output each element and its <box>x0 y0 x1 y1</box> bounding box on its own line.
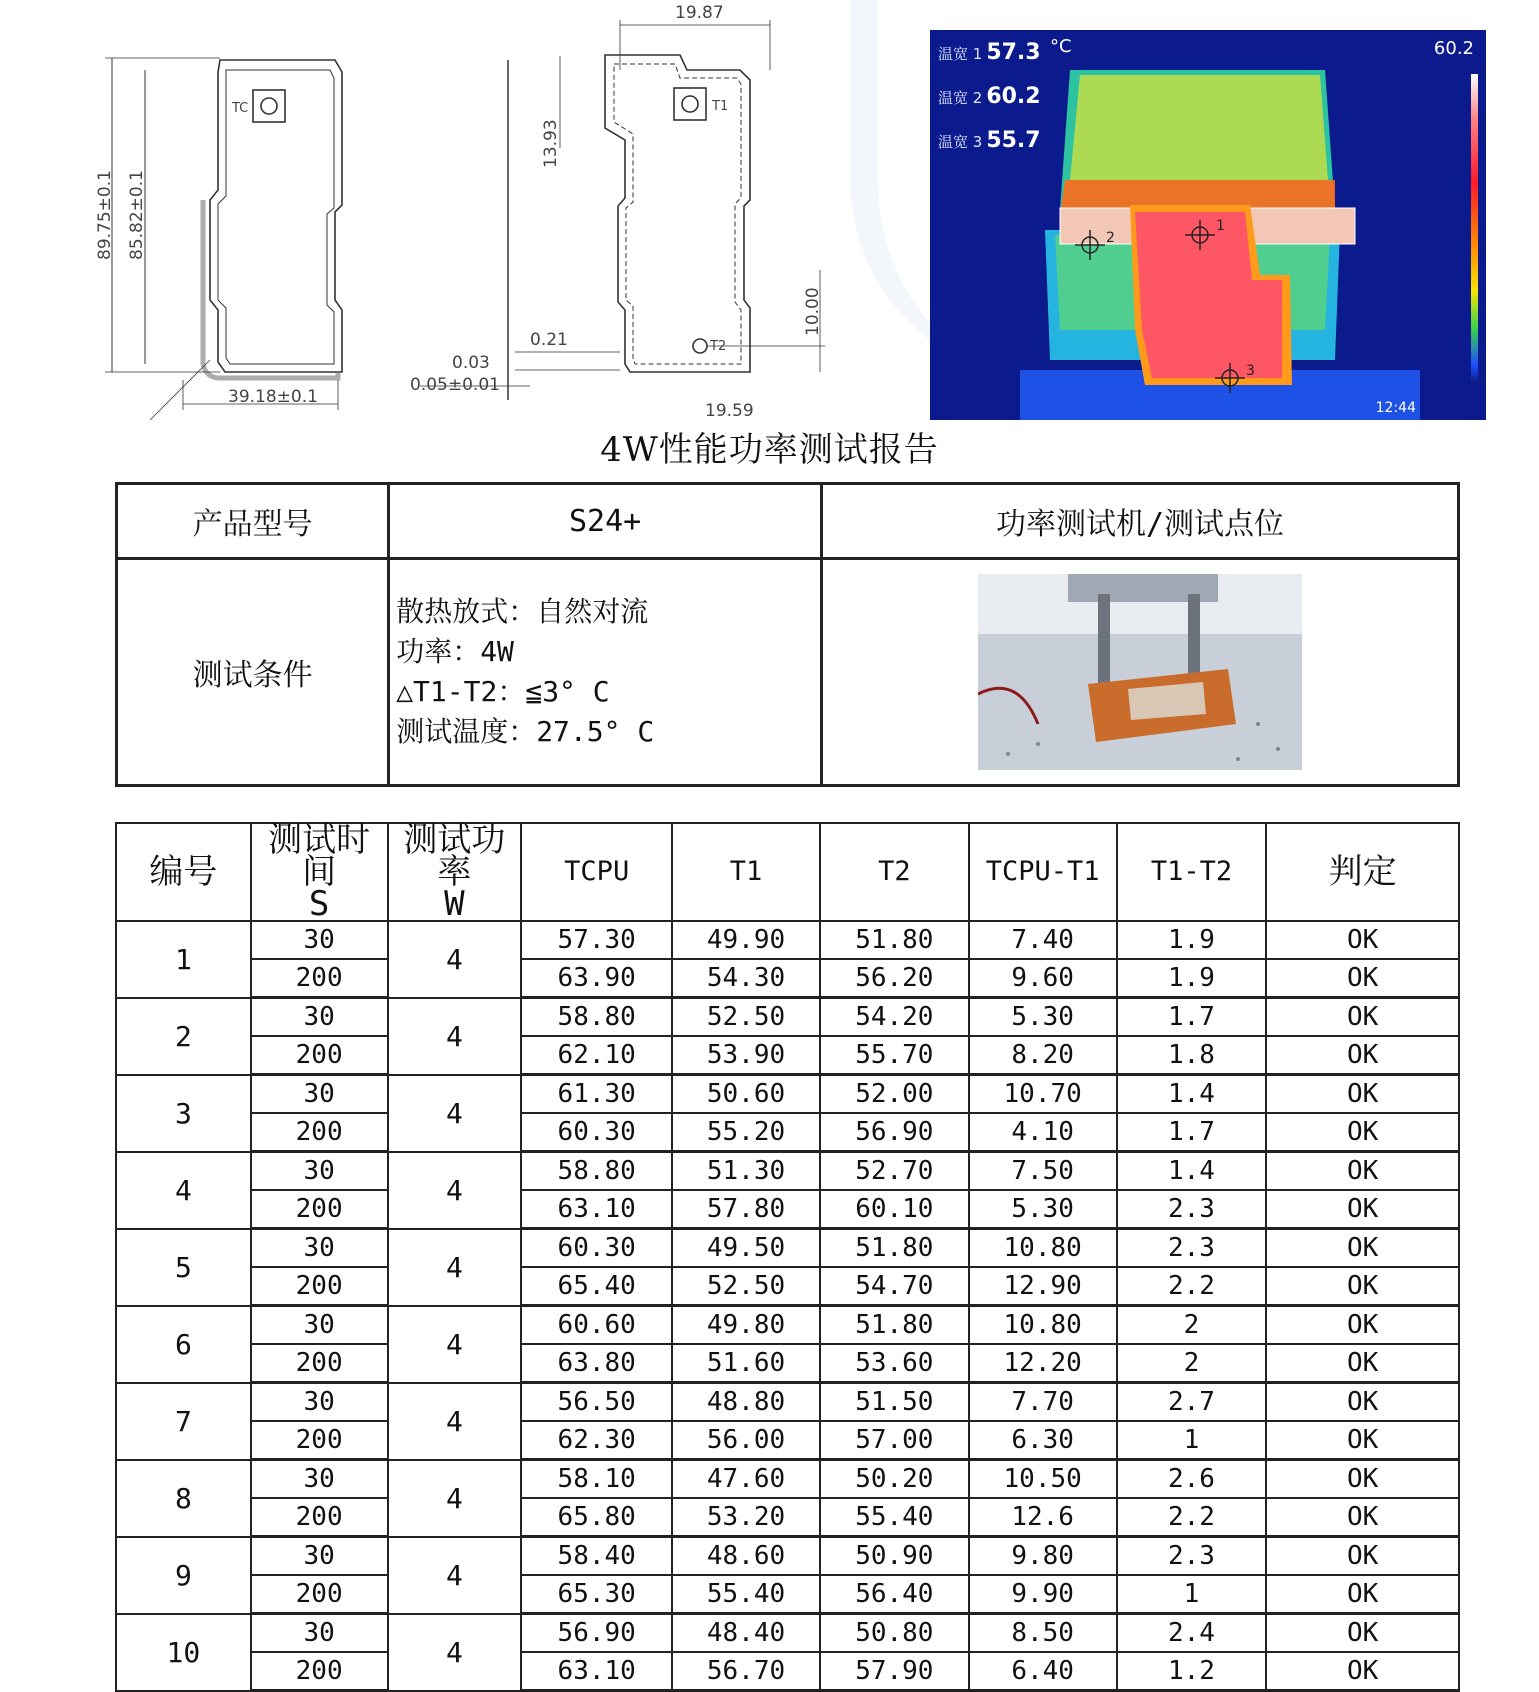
thermal-reading-value: 60.2 <box>986 84 1041 109</box>
cell-tcpu: 56.50 <box>521 1383 672 1422</box>
cell-t2: 52.70 <box>820 1152 969 1191</box>
cell-power: 4 <box>388 1306 522 1383</box>
cell-result: OK <box>1266 1229 1459 1268</box>
cell-t1-t2: 1.9 <box>1117 921 1267 959</box>
table-row <box>116 1537 1459 1576</box>
cell-tcpu-t1: 9.90 <box>969 1575 1117 1614</box>
table-row <box>116 1075 1459 1114</box>
cell-t2: 50.80 <box>820 1614 969 1653</box>
cell-t1: 50.60 <box>672 1075 820 1114</box>
cell-t1: 57.80 <box>672 1190 820 1229</box>
cell-time: 30 <box>251 921 388 959</box>
table-row <box>116 1113 1459 1152</box>
condition-temperature: 测试温度：27.5° C <box>396 715 655 748</box>
cell-result: OK <box>1266 1113 1459 1152</box>
cell-t2: 56.20 <box>820 959 969 998</box>
model-value: S24+ <box>389 484 822 559</box>
table-row <box>116 998 1459 1037</box>
col-power-label: 测试功率 <box>403 820 506 892</box>
cell-tcpu: 63.80 <box>521 1344 672 1383</box>
cell-tcpu: 56.90 <box>521 1614 672 1653</box>
cell-tcpu-t1: 8.50 <box>969 1614 1117 1653</box>
cell-tcpu-t1: 5.30 <box>969 998 1117 1037</box>
cell-result: OK <box>1266 921 1459 959</box>
cell-result: OK <box>1266 959 1459 998</box>
tester-photo <box>978 574 1302 770</box>
cell-time: 200 <box>251 959 388 998</box>
technical-drawing <box>90 0 920 420</box>
cell-tcpu: 58.80 <box>521 998 672 1037</box>
table-row <box>116 1152 1459 1191</box>
col-t1-t2: T1-T2 <box>1117 823 1267 921</box>
cell-t1: 56.00 <box>672 1421 820 1460</box>
cell-tcpu-t1: 5.30 <box>969 1190 1117 1229</box>
thermal-reading-label: 温宽 1 <box>938 45 983 63</box>
table-row <box>116 1190 1459 1229</box>
info-header-row <box>117 484 1459 559</box>
cell-t2: 51.80 <box>820 1229 969 1268</box>
table-row <box>116 1421 1459 1460</box>
table-row <box>116 921 1459 959</box>
cell-t1-t2: 2.3 <box>1117 1229 1267 1268</box>
drawing-middle-part <box>420 20 825 386</box>
col-time <box>251 820 388 924</box>
cell-t1-t2: 1.4 <box>1117 1152 1267 1191</box>
cell-tcpu-t1: 12.20 <box>969 1344 1117 1383</box>
cell-tcpu-t1: 10.50 <box>969 1460 1117 1499</box>
conditions-list <box>389 559 822 786</box>
cell-id: 9 <box>116 1537 251 1614</box>
results-body <box>116 921 1459 1691</box>
cell-t2: 53.60 <box>820 1344 969 1383</box>
cell-power: 4 <box>388 998 522 1075</box>
cell-t2: 50.90 <box>820 1537 969 1576</box>
cell-t1: 55.20 <box>672 1113 820 1152</box>
cell-result: OK <box>1266 1383 1459 1422</box>
cell-tcpu-t1: 12.6 <box>969 1498 1117 1537</box>
thermal-timestamp: 12:44 <box>1375 400 1416 416</box>
cell-id: 8 <box>116 1460 251 1537</box>
cell-tcpu-t1: 7.50 <box>969 1152 1117 1191</box>
cell-tcpu: 60.60 <box>521 1306 672 1345</box>
cell-t1-t2: 1.7 <box>1117 1113 1267 1152</box>
cell-time: 200 <box>251 1652 388 1691</box>
cell-tcpu: 65.40 <box>521 1267 672 1306</box>
dim-width-bottom: 19.59 <box>705 401 754 420</box>
cell-tcpu: 61.30 <box>521 1075 672 1114</box>
table-row <box>116 1306 1459 1345</box>
cell-id: 1 <box>116 921 251 998</box>
thermal-reading-2 <box>938 84 1041 109</box>
table-row <box>116 1036 1459 1075</box>
cell-t1: 53.90 <box>672 1036 820 1075</box>
cell-t2: 51.50 <box>820 1383 969 1422</box>
tester-photo-drawing <box>978 574 1302 770</box>
cell-t1-t2: 2.7 <box>1117 1383 1267 1422</box>
photo-wrapper <box>824 574 1456 770</box>
cell-t1-t2: 1.8 <box>1117 1036 1267 1075</box>
cell-result: OK <box>1266 1306 1459 1345</box>
cell-time: 200 <box>251 1190 388 1229</box>
cell-tcpu-t1: 9.80 <box>969 1537 1117 1576</box>
cell-time: 30 <box>251 1614 388 1653</box>
cell-t1-t2: 1 <box>1117 1421 1267 1460</box>
table-row <box>116 1460 1459 1499</box>
point-label-t1: T1 <box>712 99 729 114</box>
cell-tcpu: 62.30 <box>521 1421 672 1460</box>
report-title: 4W性能功率测试报告 <box>600 430 939 470</box>
cell-tcpu-t1: 6.40 <box>969 1652 1117 1691</box>
cell-time: 30 <box>251 1229 388 1268</box>
cell-tcpu: 60.30 <box>521 1113 672 1152</box>
cell-t1: 53.20 <box>672 1498 820 1537</box>
col-tcpu-t1: TCPU-T1 <box>969 823 1117 921</box>
cell-t1-t2: 1.4 <box>1117 1075 1267 1114</box>
thermal-reading-label: 温宽 3 <box>938 133 983 151</box>
table-row <box>116 1575 1459 1614</box>
cell-time: 30 <box>251 1152 388 1191</box>
cell-tcpu-t1: 10.80 <box>969 1306 1117 1345</box>
col-power-unit: W <box>444 884 465 924</box>
condition-delta: △T1-T2：≦3° C <box>396 675 610 708</box>
cell-id: 6 <box>116 1306 251 1383</box>
cell-t1: 51.30 <box>672 1152 820 1191</box>
cell-result: OK <box>1266 1614 1459 1653</box>
condition-cooling: 散热放式：自然对流 <box>396 595 649 628</box>
cell-result: OK <box>1266 1075 1459 1114</box>
table-row <box>116 1344 1459 1383</box>
cell-t1: 49.90 <box>672 921 820 959</box>
cell-tcpu-t1: 12.90 <box>969 1267 1117 1306</box>
table-row <box>116 1652 1459 1691</box>
cell-tcpu-t1: 7.40 <box>969 921 1117 959</box>
cell-time: 200 <box>251 1575 388 1614</box>
cell-t2: 60.10 <box>820 1190 969 1229</box>
col-power <box>388 820 522 924</box>
cell-t2: 54.70 <box>820 1267 969 1306</box>
cell-t1-t2: 1 <box>1117 1575 1267 1614</box>
cell-t1-t2: 1.9 <box>1117 959 1267 998</box>
col-t1: T1 <box>672 823 820 921</box>
table-row <box>116 1614 1459 1653</box>
thermal-max-value: 60.2 <box>1433 38 1474 59</box>
cell-t1-t2: 2.2 <box>1117 1498 1267 1537</box>
dim-thick-a: 0.21 <box>530 330 568 350</box>
cell-time: 200 <box>251 1113 388 1152</box>
cell-tcpu: 60.30 <box>521 1229 672 1268</box>
cell-time: 200 <box>251 1421 388 1460</box>
cell-t1-t2: 2.6 <box>1117 1460 1267 1499</box>
cell-t1-t2: 2.4 <box>1117 1614 1267 1653</box>
cell-id: 10 <box>116 1614 251 1691</box>
cell-id: 5 <box>116 1229 251 1306</box>
thermal-reading-1 <box>938 40 1041 65</box>
cell-t2: 51.80 <box>820 921 969 959</box>
dim-offset-top: 13.93 <box>541 119 561 168</box>
tester-photo-cell <box>822 559 1459 786</box>
cell-t2: 55.40 <box>820 1498 969 1537</box>
cell-result: OK <box>1266 1344 1459 1383</box>
cell-result: OK <box>1266 1421 1459 1460</box>
thermal-reading-label: 温宽 2 <box>938 89 983 107</box>
cell-t2: 55.70 <box>820 1036 969 1075</box>
thermal-unit: °C <box>1050 36 1072 57</box>
cell-power: 4 <box>388 1229 522 1306</box>
cell-time: 30 <box>251 1075 388 1114</box>
cell-id: 2 <box>116 998 251 1075</box>
col-t2: T2 <box>820 823 969 921</box>
cell-time: 30 <box>251 1460 388 1499</box>
thermal-image <box>930 30 1486 420</box>
cell-tcpu: 58.80 <box>521 1152 672 1191</box>
cell-t1: 48.80 <box>672 1383 820 1422</box>
dim-height-inner: 85.82±0.1 <box>127 170 147 260</box>
cell-tcpu: 63.90 <box>521 959 672 998</box>
cell-t2: 57.90 <box>820 1652 969 1691</box>
cell-tcpu-t1: 10.70 <box>969 1075 1117 1114</box>
cell-tcpu: 57.30 <box>521 921 672 959</box>
cell-id: 7 <box>116 1383 251 1460</box>
table-row <box>116 1383 1459 1422</box>
cell-tcpu: 65.80 <box>521 1498 672 1537</box>
results-header-row <box>116 823 1459 921</box>
cell-tcpu: 58.10 <box>521 1460 672 1499</box>
cell-t2: 56.90 <box>820 1113 969 1152</box>
cell-t1-t2: 2.2 <box>1117 1267 1267 1306</box>
table-row <box>116 1498 1459 1537</box>
cell-power: 4 <box>388 1460 522 1537</box>
cell-result: OK <box>1266 1652 1459 1691</box>
col-tcpu: TCPU <box>521 823 672 921</box>
cell-power: 4 <box>388 1152 522 1229</box>
cell-result: OK <box>1266 998 1459 1037</box>
cell-t2: 56.40 <box>820 1575 969 1614</box>
cell-t2: 51.80 <box>820 1306 969 1345</box>
cell-time: 30 <box>251 1383 388 1422</box>
cell-time: 200 <box>251 1036 388 1075</box>
dim-thick-c: 0.05±0.01 <box>410 375 500 395</box>
cell-power: 4 <box>388 1537 522 1614</box>
table-row <box>116 959 1459 998</box>
cell-result: OK <box>1266 1460 1459 1499</box>
cell-t1-t2: 2 <box>1117 1344 1267 1383</box>
cell-result: OK <box>1266 1036 1459 1075</box>
cell-id: 4 <box>116 1152 251 1229</box>
table-row <box>116 1229 1459 1268</box>
cell-t1: 47.60 <box>672 1460 820 1499</box>
cell-time: 200 <box>251 1498 388 1537</box>
cell-time: 30 <box>251 998 388 1037</box>
cell-time: 30 <box>251 1537 388 1576</box>
cell-tcpu: 62.10 <box>521 1036 672 1075</box>
cell-t1: 49.80 <box>672 1306 820 1345</box>
cell-t1-t2: 2 <box>1117 1306 1267 1345</box>
cell-result: OK <box>1266 1575 1459 1614</box>
cell-tcpu: 63.10 <box>521 1190 672 1229</box>
thermal-reading-3 <box>938 128 1041 153</box>
thermal-marker-3: 3 <box>1246 363 1255 379</box>
cell-result: OK <box>1266 1498 1459 1537</box>
cell-t1: 55.40 <box>672 1575 820 1614</box>
dim-height-outer: 89.75±0.1 <box>95 170 115 260</box>
cell-t1: 51.60 <box>672 1344 820 1383</box>
col-time-unit: S <box>308 884 330 924</box>
cell-tcpu-t1: 10.80 <box>969 1229 1117 1268</box>
dim-width: 39.18±0.1 <box>228 387 318 407</box>
cell-result: OK <box>1266 1267 1459 1306</box>
results-table <box>115 822 1460 1692</box>
cell-time: 200 <box>251 1267 388 1306</box>
cell-result: OK <box>1266 1537 1459 1576</box>
cell-t2: 50.20 <box>820 1460 969 1499</box>
point-label-tc: TC <box>232 101 249 116</box>
cell-power: 4 <box>388 1614 522 1691</box>
cell-tcpu-t1: 7.70 <box>969 1383 1117 1422</box>
cell-t1: 48.40 <box>672 1614 820 1653</box>
cell-result: OK <box>1266 1190 1459 1229</box>
thermal-reading-value: 57.3 <box>986 40 1041 65</box>
cell-t2: 52.00 <box>820 1075 969 1114</box>
cell-tcpu-t1: 6.30 <box>969 1421 1117 1460</box>
cell-t1: 52.50 <box>672 998 820 1037</box>
thermal-marker-2: 2 <box>1106 230 1115 246</box>
dim-width-top: 19.87 <box>675 3 724 23</box>
cell-t2: 54.20 <box>820 998 969 1037</box>
dim-offset-bottom: 10.00 <box>803 287 823 336</box>
conditions-label: 测试条件 <box>117 559 389 786</box>
cell-tcpu-t1: 9.60 <box>969 959 1117 998</box>
point-label-t2: T2 <box>710 339 727 354</box>
cell-tcpu-t1: 8.20 <box>969 1036 1117 1075</box>
cell-t1: 48.60 <box>672 1537 820 1576</box>
cell-power: 4 <box>388 1383 522 1460</box>
cell-result: OK <box>1266 1152 1459 1191</box>
thermal-marker-1: 1 <box>1216 218 1225 234</box>
table-row <box>116 1267 1459 1306</box>
thermal-reading-value: 55.7 <box>986 128 1041 153</box>
cell-id: 3 <box>116 1075 251 1152</box>
cell-t1: 54.30 <box>672 959 820 998</box>
cell-t1-t2: 2.3 <box>1117 1190 1267 1229</box>
condition-power: 功率：4W <box>396 635 514 668</box>
cell-tcpu-t1: 4.10 <box>969 1113 1117 1152</box>
cell-tcpu: 63.10 <box>521 1652 672 1691</box>
cell-tcpu: 65.30 <box>521 1575 672 1614</box>
cell-t1: 56.70 <box>672 1652 820 1691</box>
col-result: 判定 <box>1266 823 1459 921</box>
dim-thick-b: 0.03 <box>452 353 490 373</box>
cell-power: 4 <box>388 921 522 998</box>
model-label: 产品型号 <box>117 484 389 559</box>
cell-t1-t2: 2.3 <box>1117 1537 1267 1576</box>
info-body-row <box>117 559 1459 786</box>
col-id: 编号 <box>116 823 251 921</box>
tester-label: 功率测试机/测试点位 <box>822 484 1459 559</box>
cell-tcpu: 58.40 <box>521 1537 672 1576</box>
col-time-label: 测试时间 <box>268 820 371 892</box>
cell-t1-t2: 1.2 <box>1117 1652 1267 1691</box>
cell-power: 4 <box>388 1075 522 1152</box>
cell-time: 30 <box>251 1306 388 1345</box>
cell-t1: 52.50 <box>672 1267 820 1306</box>
cell-t2: 57.00 <box>820 1421 969 1460</box>
thermal-color-scale <box>1471 74 1478 384</box>
info-table <box>115 482 1460 787</box>
cell-t1-t2: 1.7 <box>1117 998 1267 1037</box>
cell-time: 200 <box>251 1344 388 1383</box>
cell-t1: 49.50 <box>672 1229 820 1268</box>
